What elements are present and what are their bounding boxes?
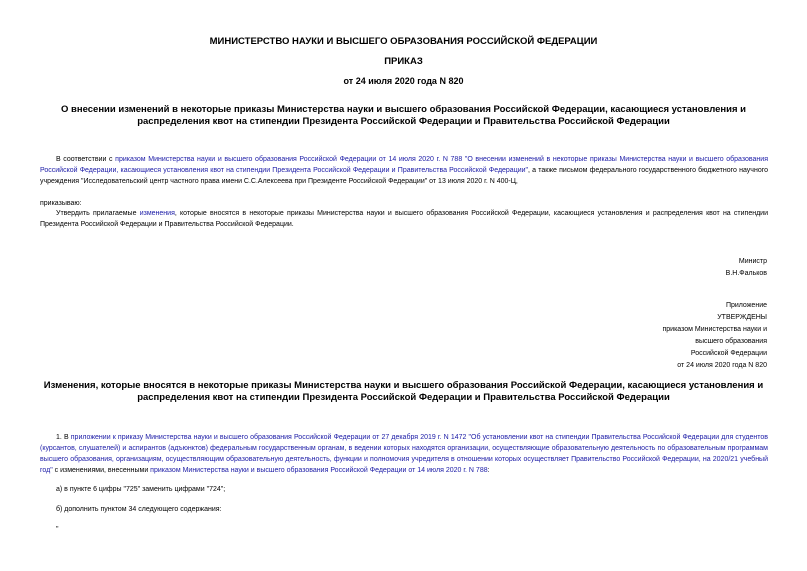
changes-title: Изменения, которые вносятся в некоторые приказы Министерства науки и высшего образования Российской Федерации, касающиеся установления и распределения квот на стипендии Президента Российской Федерации и Правительства Российской Федерации [43,380,764,403]
appendix-line-3: приказом Министерства науки и [662,326,767,333]
order-788-link-2[interactable]: приказом Министерства науки и высшего образования Российской Федерации от 14 июля 2020 г. N 788 [150,467,488,474]
item-b-paragraph: б) дополнить пунктом 34 следующего содержания: [56,506,222,513]
item-quote-paragraph: " [56,526,59,533]
approve-text-1: Утвердить прилагаемые [56,210,140,217]
item-1-text-1: 1. В [56,434,71,441]
item-1-text-3: : [487,467,490,474]
approve-paragraph [40,208,768,230]
order-date: от 24 июля 2020 года N 820 [343,76,464,86]
appendix-line-4: высшего образования [695,338,767,345]
appendix-line-2: УТВЕРЖДЕНЫ [717,314,767,321]
order-title: О внесении изменений в некоторые приказы Министерства науки и высшего образования Российской Федерации, касающиеся установления и распределения квот на стипендии Президента Российской Федерации и Правительства Российской Федерации [60,104,746,127]
approve-text-2: , которые вносятся в некоторые приказы Министерства науки и высшего образования Российской Федерации, касающиеся установления и распределения квот на стипендии Президента Российской Федерации и Правительства Российской Федерации. [40,210,768,228]
changes-link[interactable]: изменения [139,210,175,217]
signatory-position: Министр [738,258,767,265]
order-heading: ПРИКАЗ [384,56,423,67]
order-788-link[interactable]: приказом Министерства науки и высшего образования Российской Федерации от 14 июля 2020 г. N 788 "О внесении изменений в некоторые приказы Министерства науки и высшего образования Российской Федерации, касающиеся установления квот на стипендии Президента Российской Федерации и Правительства Российской Федерации" [40,156,769,174]
preamble-paragraph [40,154,768,187]
appendix-line-6: от 24 июля 2020 года N 820 [677,362,767,369]
item-1-text-2: с изменениями, внесенными [52,467,151,474]
item-a-paragraph: а) в пункте 6 цифры "725" заменить цифрами "724"; [56,486,226,493]
decree-word: приказываю: [40,200,82,207]
order-1472-link[interactable]: приложении к приказу Министерства науки и высшего образования Российской Федерации от 27 декабря 2019 г. N 1472 "Об установлении квот на стипендии Правительства Российской Федерации для студентов (курсантов, слушателей) и аспирантов (адъюнктов) федеральным государственным органам, в ведении которых находятся организации, осуществляющие образовательную деятельность по образовательным программам высшего образования, организациям, осуществляющим образовательную деятельность, функции и полномочия учредителя в отношении которых осуществляет Правительство Российской Федерации, на 2020/21 учебный год" [40,434,768,474]
appendix-block [567,300,767,372]
appendix-line-5: Российской Федерации [690,350,767,357]
preamble-text-1: В соответствии с [56,156,116,163]
signatory-name: В.Н.Фальков [725,270,767,277]
ministry-heading: МИНИСТЕРСТВО НАУКИ И ВЫСШЕГО ОБРАЗОВАНИЯ РОССИЙСКОЙ ФЕДЕРАЦИИ [209,36,598,47]
preamble-text-2: , а также письмом федерального государственного бюджетного научного учреждения "Исследовательский центр частного права имени С.С.Алексеева при Президенте Российской Федерации" от 13 июля 2020 г. N 400-Ц, [40,167,768,185]
item-1-paragraph [40,432,768,476]
appendix-line-1: Приложение [725,302,767,309]
